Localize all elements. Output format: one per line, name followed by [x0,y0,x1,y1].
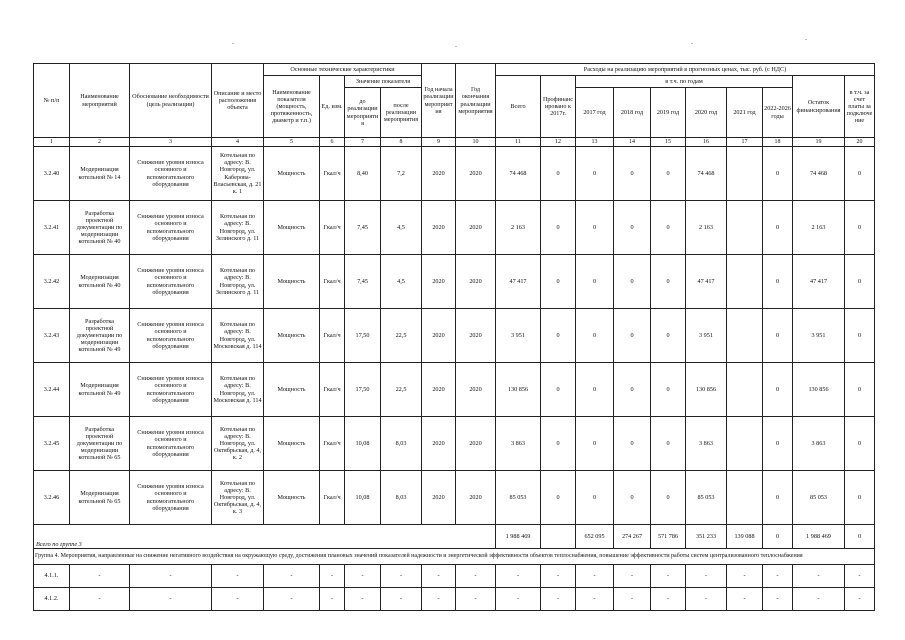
row-number: 3.2.45 [34,417,70,471]
row-reason: Снижение уровня износа основного и вспомогательного оборудования [130,201,212,255]
dash-cell: - [496,565,541,588]
group-4-row [34,549,875,565]
row-param: Мощность [264,147,320,201]
row-param: Мощность [264,471,320,525]
row-2018: 0 [614,363,651,417]
year-2018-header: 2018 год [614,88,651,138]
row-unit: Гкал/ч [320,417,345,471]
col-number: 8 [381,138,422,147]
row-number: 3.2.42 [34,255,70,309]
row-param: Мощность [264,309,320,363]
value-group-header: Значение показателя [345,76,422,88]
expense-group-header: Расходы на реализацию мероприятий в прогнозных ценах, тыс. руб. (с НДС) [496,64,875,76]
row-reason: Снижение уровня износа основного и вспомогательного оборудования [130,255,212,309]
total-sum: 1 988 469 [496,525,541,549]
table-row [34,588,875,611]
col-reason-header: Обоснование необходимости (цель реализации) [130,64,212,138]
row-2017: 0 [576,471,614,525]
row-financed: 0 [541,363,576,417]
dash-cell: - [381,588,422,611]
col-number: 2 [70,138,130,147]
dash-cell: - [345,588,381,611]
row-financed: 0 [541,309,576,363]
col-number: 9 [422,138,456,147]
dash-cell: - [422,588,456,611]
total-2019: 571 786 [651,525,686,549]
dash-cell: - [651,565,686,588]
row-2020: 3 951 [686,309,727,363]
row-reason: Снижение уровня износа основного и вспомогательного оборудования [130,147,212,201]
row-year-end: 2020 [456,255,496,309]
dash-cell: - [456,565,496,588]
dash-cell: - [727,588,763,611]
col-number: 16 [686,138,727,147]
col-location-header: Описание и место расположения объекта [212,64,264,138]
placeholder-rows [34,565,875,611]
row-year-start: 2020 [422,201,456,255]
table-row [34,147,875,201]
row-value-before: 7,45 [345,255,381,309]
row-2020: 130 856 [686,363,727,417]
value-before-header: до реализации мероприятия [345,88,381,138]
row-2022-2026: 0 [763,309,793,363]
row-location: Котельная по адресу: В. Новгород, ул. Зелинского д. 11 [212,201,264,255]
row-2017: 0 [576,363,614,417]
dash-cell: - [70,565,130,588]
row-name: Разработка проектной документации по модернизации котельной № 49 [70,309,130,363]
row-2017: 0 [576,201,614,255]
col-number: 14 [614,138,651,147]
row-2021 [727,201,763,255]
dash-cell: - [422,565,456,588]
investment-table-sheet [33,63,875,611]
row-reason: Снижение уровня износа основного и вспомогательного оборудования [130,417,212,471]
dash-cell: - [130,565,212,588]
row-year-end: 2020 [456,201,496,255]
row-2022-2026: 0 [763,417,793,471]
dash-cell: - [614,588,651,611]
row-financed: 0 [541,201,576,255]
row-fee: 0 [845,201,875,255]
year-2022-2026-header: 2022-2026 годы [763,88,793,138]
dash-cell: - [70,588,130,611]
dash-cell: - [845,565,875,588]
dash-cell: - [576,588,614,611]
row-remainder: 3 863 [793,417,845,471]
row-2019: 0 [651,471,686,525]
col-no-header: № п/п [34,64,70,138]
col-number: 13 [576,138,614,147]
total-label: Всего по группе 3 [34,525,496,549]
row-year-start: 2020 [422,417,456,471]
row-location: Котельная по адресу: В. Новгород, ул. Каберова-Власьевская, д. 21 к. 1 [212,147,264,201]
dash-cell: - [793,588,845,611]
total-financed [541,525,576,549]
table-row [34,471,875,525]
row-param: Мощность [264,417,320,471]
row-financed: 0 [541,147,576,201]
dash-cell: - [212,588,264,611]
investment-table [33,63,875,611]
row-unit: Гкал/ч [320,309,345,363]
row-location: Котельная по адресу: В. Новгород, ул. Московская д. 114 [212,363,264,417]
row-unit: Гкал/ч [320,471,345,525]
col-number: 10 [456,138,496,147]
row-remainder: 2 163 [793,201,845,255]
row-total: 74 468 [496,147,541,201]
year-2020-header: 2020 год [686,88,727,138]
dash-cell: - [651,588,686,611]
total-2020: 351 233 [686,525,727,549]
row-2021 [727,147,763,201]
table-row [34,363,875,417]
row-2017: 0 [576,309,614,363]
row-unit: Гкал/ч [320,255,345,309]
row-financed: 0 [541,417,576,471]
row-location: Котельная по адресу: В. Новгород, ул. Зелинского д. 11 [212,255,264,309]
table-row [34,565,875,588]
row-2017: 0 [576,255,614,309]
row-number: 4.1.1. [34,565,70,588]
value-after-header: после реализации мероприятия [381,88,422,138]
row-total: 130 856 [496,363,541,417]
row-name: Модернизация котельной № 40 [70,255,130,309]
total-remainder: 1 988 469 [793,525,845,549]
col-number: 19 [793,138,845,147]
row-year-start: 2020 [422,147,456,201]
data-rows [34,147,875,525]
row-2018: 0 [614,255,651,309]
row-year-end: 2020 [456,417,496,471]
row-value-before: 7,45 [345,201,381,255]
row-2019: 0 [651,147,686,201]
dash-cell: - [264,588,320,611]
table-row [34,255,875,309]
row-fee: 0 [845,417,875,471]
row-fee: 0 [845,147,875,201]
row-reason: Снижение уровня износа основного и вспомогательного оборудования [130,363,212,417]
row-value-after: 7,2 [381,147,422,201]
row-value-after: 8,03 [381,417,422,471]
dash-cell: - [456,588,496,611]
col-number: 15 [651,138,686,147]
scan-speck [805,39,807,40]
row-2018: 0 [614,201,651,255]
row-value-after: 22,5 [381,363,422,417]
dash-cell: - [320,565,345,588]
year-end-header: Год окончания реализации мероприятия [456,64,496,138]
row-year-end: 2020 [456,363,496,417]
dash-cell: - [576,565,614,588]
scan-speck [691,43,693,44]
row-2022-2026: 0 [763,363,793,417]
total-row [34,525,875,549]
table-row [34,417,875,471]
row-location: Котельная по адресу: В. Новгород, ул. Московская д. 114 [212,309,264,363]
row-value-after: 4,5 [381,201,422,255]
row-total: 2 163 [496,201,541,255]
table-row [34,309,875,363]
row-2018: 0 [614,147,651,201]
col-number: 18 [763,138,793,147]
dash-cell: - [541,588,576,611]
row-2020: 74 468 [686,147,727,201]
total-header: Всего [496,76,541,138]
tech-param-header: Наименование показателя (мощность, протяженность, диаметр и т.п.) [264,76,320,138]
row-2019: 0 [651,363,686,417]
col-number: 11 [496,138,541,147]
year-2021-header: 2021 год [727,88,763,138]
row-number: 4.1.2. [34,588,70,611]
col-number: 12 [541,138,576,147]
row-total: 3 863 [496,417,541,471]
fee-header: в т.ч. за счет платы за подключение [845,76,875,138]
col-number: 7 [345,138,381,147]
row-2020: 47 417 [686,255,727,309]
tech-unit-header: Ед. изм. [320,76,345,138]
row-financed: 0 [541,255,576,309]
col-number: 5 [264,138,320,147]
header-row-1 [34,64,875,76]
row-fee: 0 [845,363,875,417]
remainder-header: Остаток финансирования [793,76,845,138]
row-remainder: 74 468 [793,147,845,201]
row-2018: 0 [614,309,651,363]
total-2021: 139 088 [727,525,763,549]
by-years-header: в т.ч. по годам [576,76,793,88]
row-name: Разработка проектной документации по модернизации котельной № 40 [70,201,130,255]
row-year-start: 2020 [422,255,456,309]
row-number: 3.2.43 [34,309,70,363]
row-2017: 0 [576,417,614,471]
total-2018: 274 267 [614,525,651,549]
dash-cell: - [614,565,651,588]
row-param: Мощность [264,201,320,255]
row-name: Модернизация котельной № 14 [70,147,130,201]
row-2019: 0 [651,255,686,309]
row-value-before: 8,40 [345,147,381,201]
col-number: 17 [727,138,763,147]
row-total: 85 053 [496,471,541,525]
row-year-end: 2020 [456,471,496,525]
dash-cell: - [763,588,793,611]
row-unit: Гкал/ч [320,201,345,255]
row-year-start: 2020 [422,363,456,417]
row-value-after: 22,5 [381,309,422,363]
dash-cell: - [686,588,727,611]
row-2021 [727,309,763,363]
row-2020: 85 053 [686,471,727,525]
row-2019: 0 [651,201,686,255]
row-2021 [727,255,763,309]
year-2017-header: 2017 год [576,88,614,138]
dash-cell: - [727,565,763,588]
row-value-before: 17,50 [345,309,381,363]
dash-cell: - [345,565,381,588]
row-unit: Гкал/ч [320,147,345,201]
row-value-after: 4,5 [381,255,422,309]
row-fee: 0 [845,255,875,309]
row-remainder: 3 951 [793,309,845,363]
row-total: 3 951 [496,309,541,363]
row-remainder: 47 417 [793,255,845,309]
dash-cell: - [130,588,212,611]
row-year-end: 2020 [456,147,496,201]
row-number: 3.2.41 [34,201,70,255]
table-row [34,201,875,255]
scan-speck [455,46,457,47]
row-2021 [727,417,763,471]
col-number: 6 [320,138,345,147]
row-location: Котельная по адресу: В. Новгород, ул. Октябрьская, д. 4, к. 2 [212,417,264,471]
group-4-title: Группа 4. Мероприятия, направленные на снижение негативного воздействия на окружающую среду, достижения плановых значений показателей надежности и энергетической эффективности объектов теплоснабжения, повышение эффективности работы систем централизованного теплоснабжения [34,549,875,565]
row-2020: 3 863 [686,417,727,471]
dash-cell: - [541,565,576,588]
row-year-start: 2020 [422,309,456,363]
row-fee: 0 [845,309,875,363]
row-name: Модернизация котельной № 49 [70,363,130,417]
col-number: 4 [212,138,264,147]
dash-cell: - [320,588,345,611]
row-2021 [727,363,763,417]
row-2020: 2 163 [686,201,727,255]
row-2017: 0 [576,147,614,201]
row-number: 3.2.40 [34,147,70,201]
dash-cell: - [845,588,875,611]
dash-cell: - [496,588,541,611]
year-2019-header: 2019 год [651,88,686,138]
row-year-end: 2020 [456,309,496,363]
dash-cell: - [793,565,845,588]
tech-group-header: Основные технические характеристики [264,64,422,76]
row-2022-2026: 0 [763,201,793,255]
row-remainder: 130 856 [793,363,845,417]
year-start-header: Год начала реализации мероприятия [422,64,456,138]
scan-speck [232,43,234,44]
row-2022-2026: 0 [763,255,793,309]
row-number: 3.2.44 [34,363,70,417]
dash-cell: - [212,565,264,588]
row-param: Мощность [264,363,320,417]
row-total: 47 417 [496,255,541,309]
row-fee: 0 [845,471,875,525]
row-2021 [727,471,763,525]
column-number-row [34,138,875,147]
row-location: Котельная по адресу: В. Новгород, ул. Октябрьская, д. 4, к. 3 [212,471,264,525]
row-reason: Снижение уровня износа основного и вспомогательного оборудования [130,471,212,525]
row-financed: 0 [541,471,576,525]
col-name-header: Наименование мероприятий [70,64,130,138]
dash-cell: - [264,565,320,588]
col-number: 3 [130,138,212,147]
row-value-before: 17,50 [345,363,381,417]
row-value-before: 10,08 [345,417,381,471]
dash-cell: - [686,565,727,588]
col-number: 1 [34,138,70,147]
row-reason: Снижение уровня износа основного и вспомогательного оборудования [130,309,212,363]
row-value-before: 10,08 [345,471,381,525]
row-2019: 0 [651,309,686,363]
col-number: 20 [845,138,875,147]
total-2022-2026: 0 [763,525,793,549]
row-2022-2026: 0 [763,471,793,525]
row-2018: 0 [614,417,651,471]
row-year-start: 2020 [422,471,456,525]
row-name: Модернизация котельной № 65 [70,471,130,525]
row-param: Мощность [264,255,320,309]
row-name: Разработка проектной документации по модернизации котельной № 65 [70,417,130,471]
row-2018: 0 [614,471,651,525]
row-remainder: 85 053 [793,471,845,525]
row-value-after: 8,03 [381,471,422,525]
row-2019: 0 [651,417,686,471]
dash-cell: - [763,565,793,588]
row-2022-2026: 0 [763,147,793,201]
row-number: 3.2.46 [34,471,70,525]
row-unit: Гкал/ч [320,363,345,417]
total-fee: 0 [845,525,875,549]
dash-cell: - [381,565,422,588]
financed-header: Профинансировано к 2017г. [541,76,576,138]
total-2017: 652 095 [576,525,614,549]
